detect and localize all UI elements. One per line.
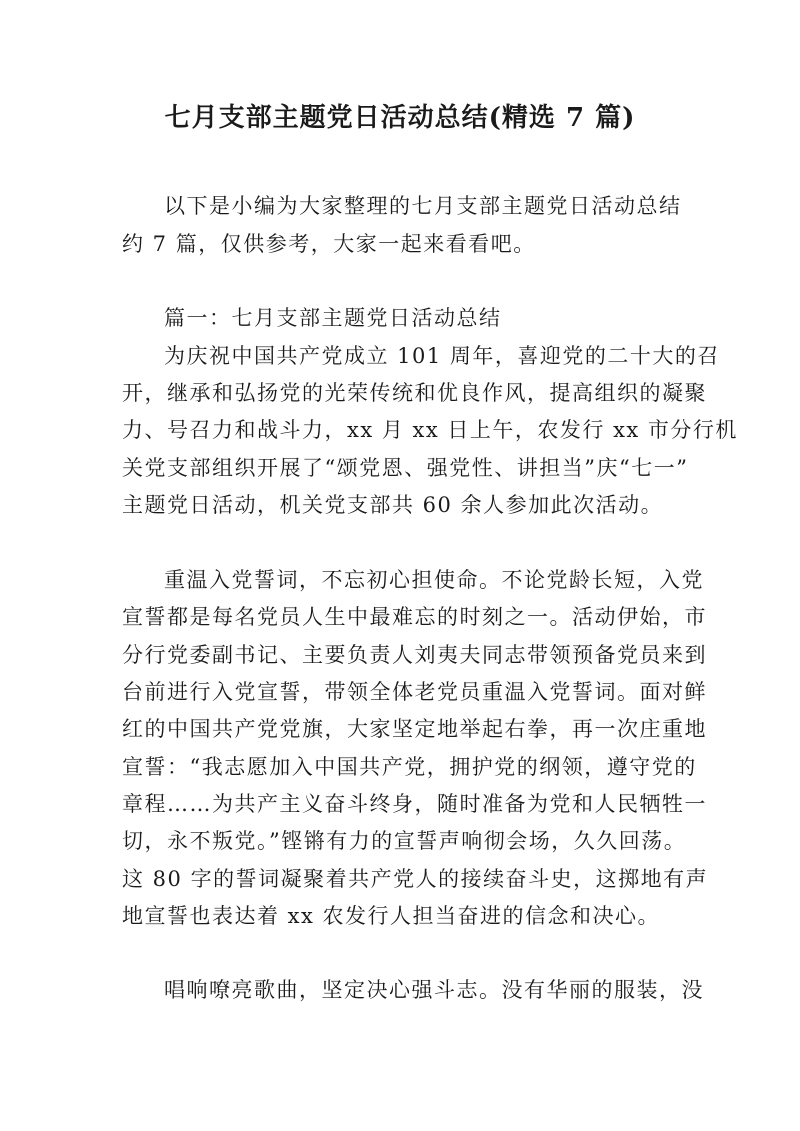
paragraph-line: 主题党日活动，机关党支部共 60 余人参加此次活动。 (122, 493, 664, 517)
section-heading: 篇一：七月支部主题党日活动总结 (164, 306, 502, 330)
paragraph-line: 这 80 字的誓词凝聚着共产党人的接续奋斗史，这掷地有声 (122, 867, 709, 891)
paragraph-line: 重温入党誓词，不忘初心担使命。不论党龄长短，入党 (164, 568, 704, 592)
paragraph-line: 宣誓都是每名党员人生中最难忘的时刻之一。活动伊始，市 (122, 605, 707, 629)
intro-line: 以下是小编为大家整理的七月支部主题党日活动总结 (164, 194, 682, 218)
paragraph-line: 为庆祝中国共产党成立 101 周年，喜迎党的二十大的召 (164, 344, 720, 368)
paragraph-line: 唱响嘹亮歌曲，坚定决心强斗志。没有华丽的服装，没 (164, 978, 704, 1002)
paragraph-line: 台前进行入党宣誓，带领全体老党员重温入党誓词。面对鲜 (122, 680, 707, 704)
document-title: 七月支部主题党日活动总结(精选 7 篇) (164, 103, 636, 133)
paragraph-line: 开，继承和弘扬党的光荣传统和优良作风，提高组织的凝聚 (122, 381, 707, 405)
paragraph-line: 宣誓：“我志愿加入中国共产党，拥护党的纲领，遵守党的 (122, 755, 697, 779)
paragraph-line: 红的中国共产党党旗，大家坚定地举起右拳，再一次庄重地 (122, 717, 707, 741)
intro-line: 约 7 篇，仅供参考，大家一起来看看吧。 (122, 232, 536, 256)
paragraph-line: 分行党委副书记、主要负责人刘夷夫同志带领预备党员来到 (122, 643, 707, 667)
paragraph-line: 切，永不叛党。”铿锵有力的宣誓声响彻会场，久久回荡。 (122, 829, 687, 853)
paragraph-line: 力、号召力和战斗力，xx 月 xx 日上午，农发行 xx 市分行机 (122, 418, 738, 442)
paragraph-line: 关党支部组织开展了“颂党恩、强党性、讲担当”庆“七一” (122, 456, 689, 480)
paragraph-line: 章程……为共产主义奋斗终身，随时准备为党和人民牺牲一 (122, 792, 707, 816)
paragraph-line: 地宣誓也表达着 xx 农发行人担当奋进的信念和决心。 (122, 904, 661, 928)
